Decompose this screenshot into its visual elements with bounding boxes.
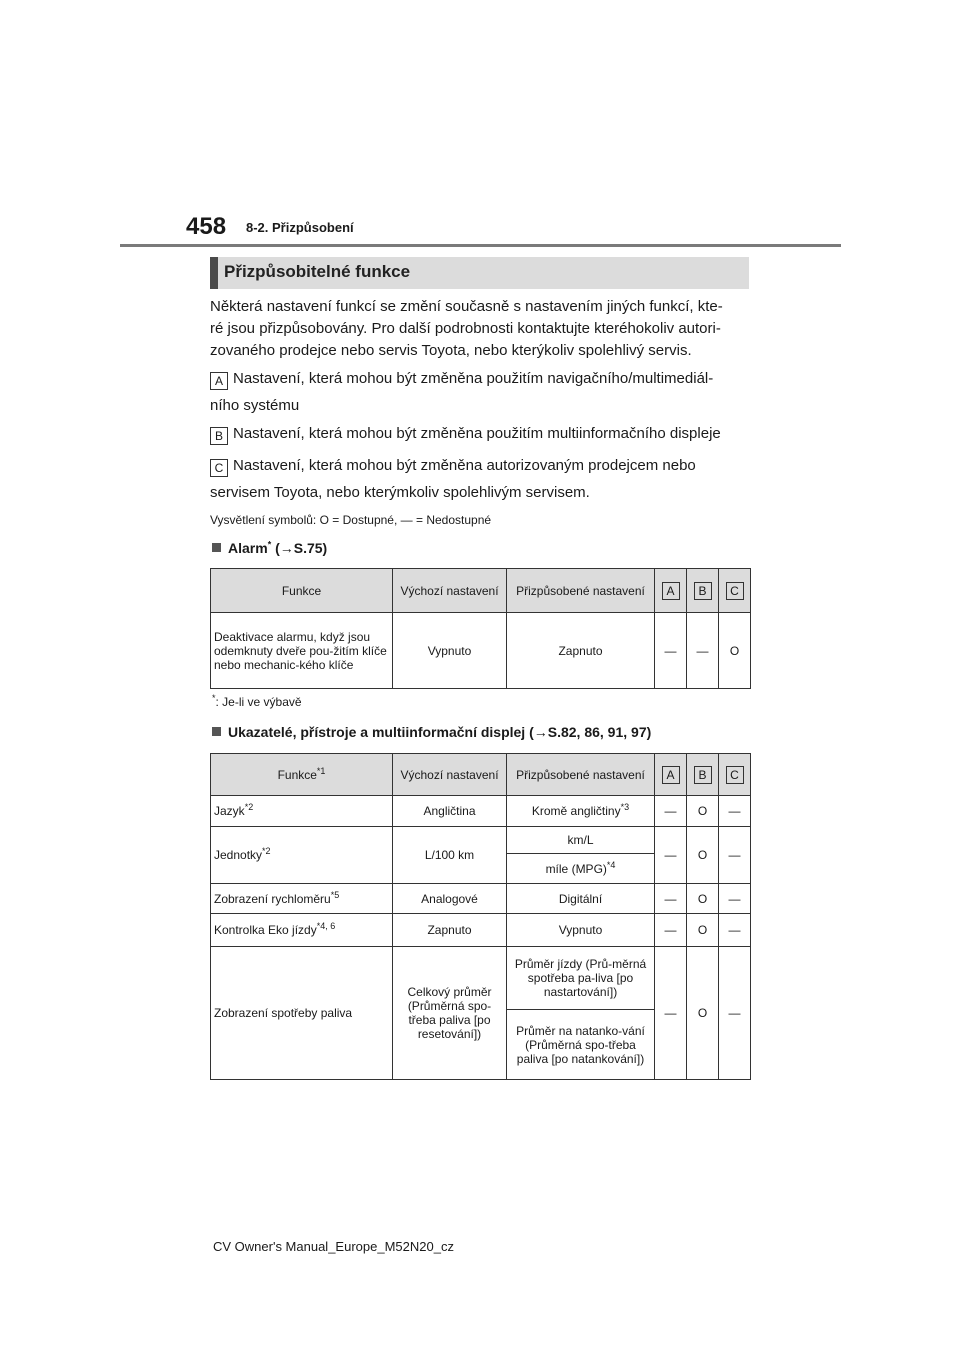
cell-funkce: Jazyk$^{*2}$ bbox=[211, 796, 393, 827]
cell-a: — bbox=[655, 914, 687, 947]
header-vychozi: Výchozí nastavení bbox=[393, 569, 507, 613]
intro-line-2: ré jsou přizpůsobovány. Pro další podrobnosti kontaktujte kteréhokoliv autori- bbox=[210, 320, 721, 337]
section-heading bbox=[210, 257, 749, 289]
cell-a: — bbox=[655, 613, 687, 689]
key-b-box: B bbox=[210, 427, 228, 445]
heading-bar bbox=[210, 257, 218, 289]
alarm-title-sup: * bbox=[267, 539, 272, 550]
symbol-note: Vysvětlení symbolů: O = Dostupné, — = Nedostupné bbox=[210, 513, 492, 527]
cell-c: — bbox=[719, 796, 751, 827]
cell-vychozi: Celkový průměr (Průměrná spo-třeba paliva [po resetování]) bbox=[393, 947, 507, 1080]
table-header-row bbox=[211, 754, 751, 796]
header-a: A bbox=[655, 754, 687, 796]
alarm-heading bbox=[212, 540, 327, 556]
cell-prizpusobene: Digitální bbox=[507, 884, 655, 914]
cell-b: O bbox=[687, 914, 719, 947]
header-vychozi: Výchozí nastavení bbox=[393, 754, 507, 796]
cell-a: — bbox=[655, 827, 687, 884]
cell-c: — bbox=[719, 914, 751, 947]
cell-funkce: Jednotky$^{*2}$ bbox=[211, 827, 393, 884]
footer-text: CV Owner's Manual_Europe_M52N20_cz bbox=[213, 1239, 454, 1254]
square-bullet-icon bbox=[212, 727, 221, 736]
cell-b: O bbox=[687, 947, 719, 1080]
header-funkce: Funkce bbox=[211, 569, 393, 613]
cell-vychozi: L/100 km bbox=[393, 827, 507, 884]
cell-prizpusobene-1: km/L bbox=[507, 827, 655, 854]
table-row bbox=[211, 947, 751, 1010]
header-b: B bbox=[687, 754, 719, 796]
legend-c-line-2: servisem Toyota, nebo kterýmkoliv spolehlivým servisem. bbox=[210, 484, 590, 501]
cell-funkce: Zobrazení rychloměru$^{*5}$ bbox=[211, 884, 393, 914]
header-funkce: Funkce$^{*1}$ bbox=[211, 754, 393, 796]
legend-c-line-1: Nastavení, která mohou být změněna autorizovaným prodejcem nebo bbox=[233, 457, 696, 474]
table-row bbox=[211, 796, 751, 827]
table-header-row bbox=[211, 569, 751, 613]
header-prizpusobene: Přizpůsobené nastavení bbox=[507, 569, 655, 613]
intro-line-1: Některá nastavení funkcí se změní současně s nastavením jiných funkcí, kte- bbox=[210, 298, 723, 315]
footnote-text: : Je-li ve výbavě bbox=[215, 695, 302, 709]
cell-vychozi: Zapnuto bbox=[393, 914, 507, 947]
cell-prizpusobene: Kromě angličtiny$^{*3}$ bbox=[507, 796, 655, 827]
cell-c: — bbox=[719, 884, 751, 914]
key-a-box: A bbox=[210, 372, 228, 390]
header-c: C bbox=[719, 754, 751, 796]
header-divider bbox=[120, 244, 841, 247]
page-number: 458 bbox=[186, 213, 227, 240]
cell-prizpusobene-2: míle (MPG)$^{*4}$ bbox=[507, 854, 655, 884]
square-bullet-icon bbox=[212, 543, 221, 552]
cell-vychozi: Angličtina bbox=[393, 796, 507, 827]
alarm-footnote bbox=[212, 695, 302, 709]
meters-title: Ukazatelé, přístroje a multiinformační displej bbox=[228, 724, 526, 740]
cell-prizpusobene-1: Průměr jízdy (Prů-měrná spotřeba pa-liva [po nastartování]) bbox=[507, 947, 655, 1010]
cell-vychozi: Analogové bbox=[393, 884, 507, 914]
cell-a: — bbox=[655, 796, 687, 827]
legend-a-line-2: ního systému bbox=[210, 397, 300, 414]
alarm-page-ref: (→S.75) bbox=[275, 540, 328, 556]
cell-prizpusobene: Zapnuto bbox=[507, 613, 655, 689]
cell-c: O bbox=[719, 613, 751, 689]
key-c-box: C bbox=[210, 459, 228, 477]
cell-a: — bbox=[655, 947, 687, 1080]
cell-prizpusobene-2: Průměr na natanko-vání (Průměrná spo-třeba paliva [po natankování]) bbox=[507, 1010, 655, 1080]
legend-a bbox=[210, 368, 755, 417]
cell-funkce: Zobrazení spotřeby paliva bbox=[211, 947, 393, 1080]
legend-b-text: Nastavení, která mohou být změněna použitím multiinformačního displeje bbox=[233, 425, 721, 442]
legend-c bbox=[210, 455, 755, 504]
header-a: A bbox=[655, 569, 687, 613]
cell-vychozi: Vypnuto bbox=[393, 613, 507, 689]
table-row bbox=[211, 827, 751, 854]
heading-title: Přizpůsobitelné funkce bbox=[224, 262, 411, 281]
cell-b: O bbox=[687, 827, 719, 884]
intro-paragraph bbox=[210, 296, 755, 362]
cell-funkce: Deaktivace alarmu, když jsou odemknuty dveře pou-žitím klíče nebo mechanic-kého klíče bbox=[211, 613, 393, 689]
cell-a: — bbox=[655, 884, 687, 914]
cell-prizpusobene: Vypnuto bbox=[507, 914, 655, 947]
footnote-mark: * bbox=[212, 693, 216, 703]
meters-heading bbox=[212, 724, 651, 740]
cell-b: O bbox=[687, 796, 719, 827]
cell-b: O bbox=[687, 884, 719, 914]
intro-line-3: zovaného prodejce nebo servis Toyota, nebo kterýkoliv spolehlivý servis. bbox=[210, 342, 692, 359]
table-row bbox=[211, 613, 751, 689]
legend-a-line-1: Nastavení, která mohou být změněna použitím navigačního/multimediál- bbox=[233, 370, 714, 387]
alarm-table bbox=[210, 568, 751, 689]
cell-c: — bbox=[719, 947, 751, 1080]
cell-b: — bbox=[687, 613, 719, 689]
header-c: C bbox=[719, 569, 751, 613]
header-b: B bbox=[687, 569, 719, 613]
meters-table bbox=[210, 753, 751, 1080]
alarm-title: Alarm bbox=[228, 540, 268, 556]
meters-page-ref: (→S.82, 86, 91, 97) bbox=[529, 724, 652, 740]
cell-c: — bbox=[719, 827, 751, 884]
section-label: 8-2. Přizpůsobení bbox=[246, 220, 354, 235]
header-prizpusobene: Přizpůsobené nastavení bbox=[507, 754, 655, 796]
table-row bbox=[211, 884, 751, 914]
table-row bbox=[211, 914, 751, 947]
legend-b bbox=[210, 423, 755, 445]
cell-funkce: Kontrolka Eko jízdy$^{*4, 6}$ bbox=[211, 914, 393, 947]
